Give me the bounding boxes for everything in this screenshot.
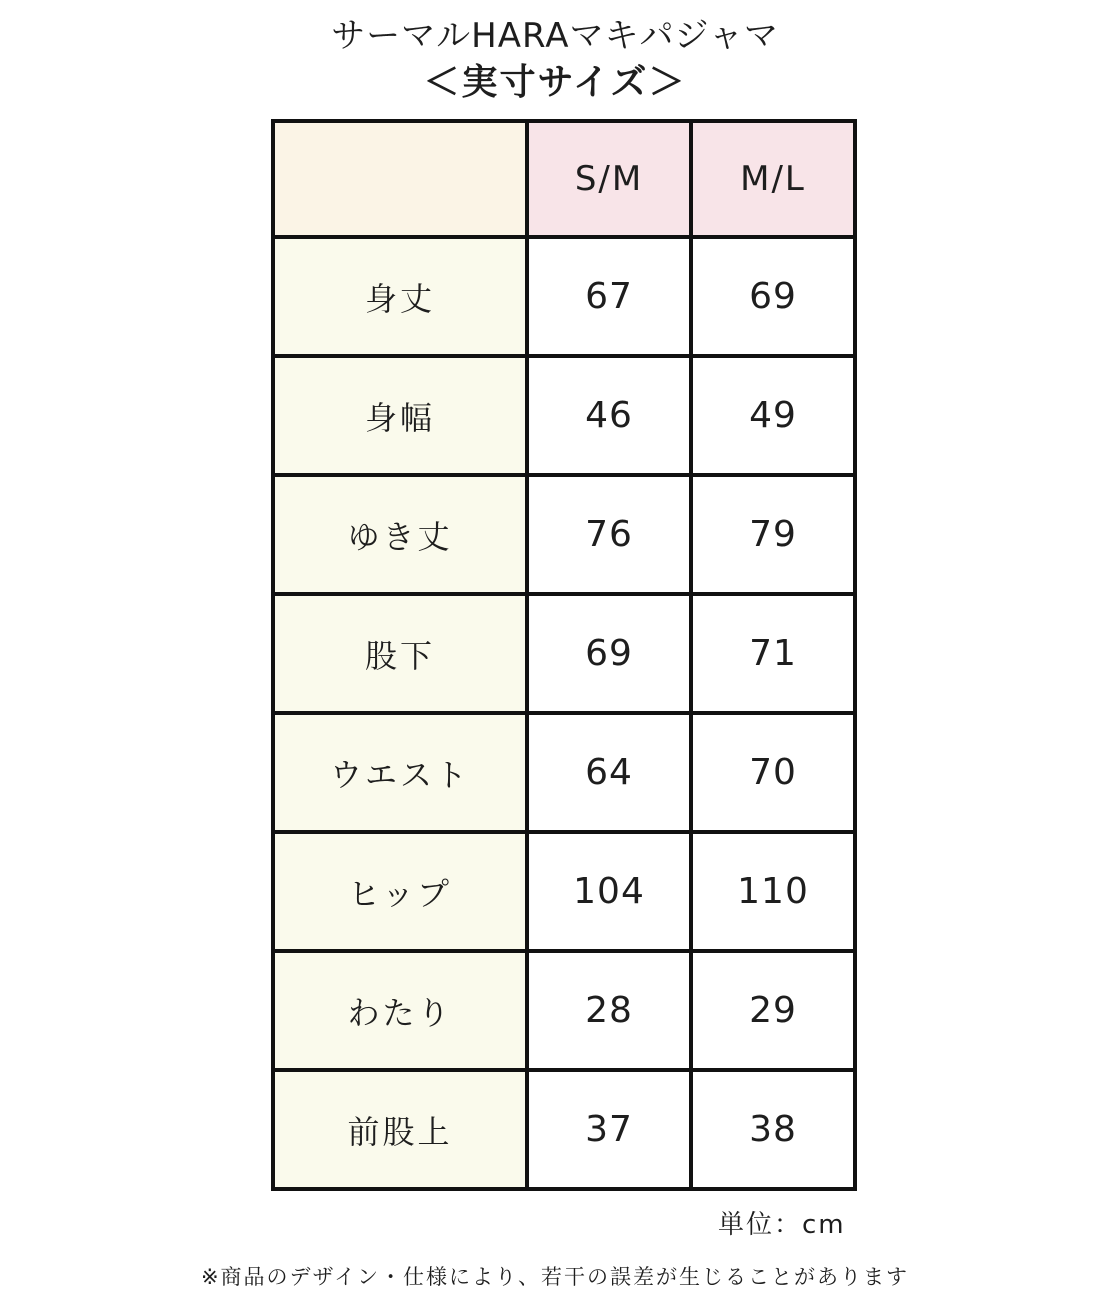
- value-cell-ml: 71: [691, 594, 855, 713]
- size-header-ml: M/L: [691, 121, 855, 237]
- value-cell-sm: 76: [527, 475, 691, 594]
- value-cell-ml: 69: [691, 237, 855, 356]
- table-row: [273, 951, 855, 1070]
- corner-cell: [273, 121, 527, 237]
- value-cell-sm: 64: [527, 713, 691, 832]
- table-row: [273, 1070, 855, 1189]
- product-title: サーマルHARAマキパジャマ: [331, 16, 779, 56]
- value-cell-ml: 70: [691, 713, 855, 832]
- value-cell-ml: 110: [691, 832, 855, 951]
- row-label: わたり: [273, 951, 527, 1070]
- value-cell-sm: 28: [527, 951, 691, 1070]
- size-table: [271, 119, 857, 1191]
- table-row: [273, 237, 855, 356]
- row-label: 身丈: [273, 237, 527, 356]
- table-header-row: [273, 121, 855, 237]
- value-cell-ml: 38: [691, 1070, 855, 1189]
- disclaimer-note: ※商品のデザイン・仕様により、若干の誤差が生じることがあります: [200, 1265, 910, 1289]
- value-cell-sm: 104: [527, 832, 691, 951]
- table-row: [273, 594, 855, 713]
- value-cell-ml: 49: [691, 356, 855, 475]
- row-label: 股下: [273, 594, 527, 713]
- size-header-sm: S/M: [527, 121, 691, 237]
- unit-label: 単位：cm: [718, 1210, 846, 1240]
- value-cell-ml: 29: [691, 951, 855, 1070]
- row-label: ウエスト: [273, 713, 527, 832]
- value-cell-sm: 67: [527, 237, 691, 356]
- row-label: ゆき丈: [273, 475, 527, 594]
- table-row: [273, 475, 855, 594]
- row-label: 身幅: [273, 356, 527, 475]
- value-cell-sm: 69: [527, 594, 691, 713]
- size-chart-heading: ＜実寸サイズ＞: [423, 62, 687, 103]
- row-label: 前股上: [273, 1070, 527, 1189]
- value-cell-ml: 79: [691, 475, 855, 594]
- table-row: [273, 356, 855, 475]
- row-label: ヒップ: [273, 832, 527, 951]
- value-cell-sm: 37: [527, 1070, 691, 1189]
- table-row: [273, 832, 855, 951]
- table-row: [273, 713, 855, 832]
- value-cell-sm: 46: [527, 356, 691, 475]
